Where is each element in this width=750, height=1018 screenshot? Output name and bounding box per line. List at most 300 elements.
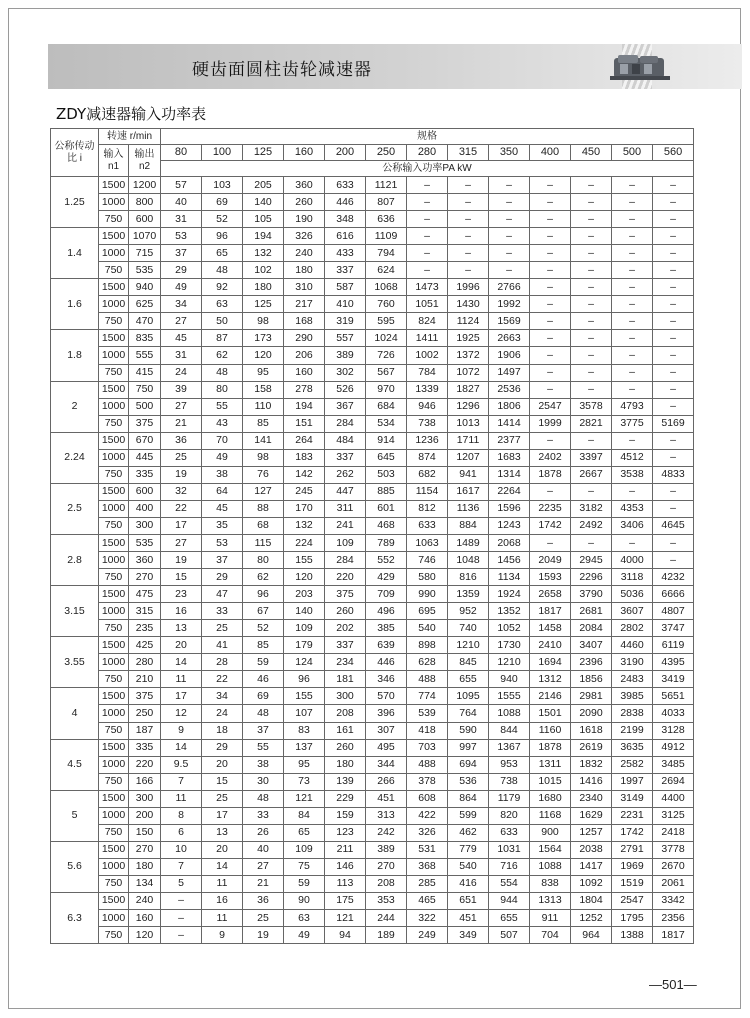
ratio-cell (51, 381, 99, 398)
power-cell: 87 (202, 330, 243, 347)
power-cell: 1680 (530, 790, 571, 807)
power-cell: 1417 (571, 858, 612, 875)
power-cell: 37 (202, 552, 243, 569)
power-cell: 2296 (571, 569, 612, 586)
power-cell: 389 (366, 841, 407, 858)
power-cell: 155 (284, 552, 325, 569)
table-row (51, 858, 694, 875)
power-cell: 1795 (612, 910, 653, 927)
power-cell: 2670 (653, 858, 694, 875)
input-speed-cell: 750 (99, 415, 129, 432)
table-row (51, 927, 694, 944)
power-cell: 3790 (571, 586, 612, 603)
ratio-cell: 3.55 (51, 654, 99, 671)
power-cell: 59 (243, 654, 284, 671)
power-cell: 245 (284, 483, 325, 500)
power-cell: 25 (243, 910, 284, 927)
input-speed-cell: 1500 (99, 432, 129, 449)
power-cell: – (571, 177, 612, 194)
power-cell: 587 (325, 279, 366, 296)
power-cell: 18 (202, 722, 243, 739)
power-cell: – (530, 262, 571, 279)
power-cell: 20 (202, 841, 243, 858)
power-cell: 48 (243, 790, 284, 807)
power-cell: 124 (284, 654, 325, 671)
power-cell: – (653, 483, 694, 500)
power-cell: – (653, 211, 694, 228)
power-cell: 628 (407, 654, 448, 671)
power-cell: 990 (407, 586, 448, 603)
table-row (51, 637, 694, 654)
power-cell: 3985 (612, 688, 653, 705)
output-speed-cell: 425 (129, 637, 161, 654)
power-cell: 6666 (653, 586, 694, 603)
input-speed-cell: 750 (99, 927, 129, 944)
power-cell: 633 (325, 177, 366, 194)
power-cell: 4460 (612, 637, 653, 654)
power-cell: 590 (448, 722, 489, 739)
power-cell: – (530, 177, 571, 194)
power-cell: – (489, 177, 530, 194)
power-cell: 36 (161, 432, 202, 449)
power-cell: 103 (202, 177, 243, 194)
power-cell: 946 (407, 398, 448, 415)
output-speed-cell: 835 (129, 330, 161, 347)
power-cell: 1179 (489, 790, 530, 807)
power-cell: 539 (407, 705, 448, 722)
power-cell: 170 (284, 500, 325, 517)
input-speed-cell: 1500 (99, 483, 129, 500)
power-cell: 709 (366, 586, 407, 603)
power-cell: 9.5 (161, 756, 202, 773)
power-cell: 1730 (489, 637, 530, 654)
power-cell: 33 (202, 603, 243, 620)
power-cell: 175 (325, 892, 366, 909)
power-cell: – (612, 483, 653, 500)
table-row (51, 773, 694, 790)
input-speed-cell: 1000 (99, 858, 129, 875)
power-cell: – (571, 364, 612, 381)
table-row (51, 552, 694, 569)
ratio-cell (51, 671, 99, 688)
power-cell: 2049 (530, 552, 571, 569)
power-cell: 5651 (653, 688, 694, 705)
power-cell: 3125 (653, 807, 694, 824)
power-cell: 1388 (612, 927, 653, 944)
table-row (51, 875, 694, 892)
output-speed-cell: 166 (129, 773, 161, 790)
power-cell: 57 (161, 177, 202, 194)
input-speed-cell: 1500 (99, 586, 129, 603)
power-cell: 2547 (612, 892, 653, 909)
table-row (51, 466, 694, 483)
power-cell: 468 (366, 517, 407, 534)
power-cell: 49 (284, 927, 325, 944)
power-cell: 141 (243, 432, 284, 449)
power-cell: 2582 (612, 756, 653, 773)
output-speed-cell: 200 (129, 807, 161, 824)
power-cell: 1236 (407, 432, 448, 449)
power-cell: 1063 (407, 534, 448, 551)
power-cell: 39 (161, 381, 202, 398)
power-cell: 367 (325, 398, 366, 415)
power-cell: 121 (284, 790, 325, 807)
table-row (51, 688, 694, 705)
power-cell: 536 (448, 773, 489, 790)
power-cell: 211 (325, 841, 366, 858)
power-cell: 633 (489, 824, 530, 841)
power-cell: – (448, 177, 489, 194)
power-cell: 22 (161, 500, 202, 517)
power-cell: 20 (161, 637, 202, 654)
power-cell: 1827 (448, 381, 489, 398)
ratio-cell (51, 569, 99, 586)
power-cell: – (653, 364, 694, 381)
power-cell: – (407, 262, 448, 279)
power-cell: – (571, 381, 612, 398)
power-cell: 179 (284, 637, 325, 654)
power-cell: 1252 (571, 910, 612, 927)
input-speed-cell: 1500 (99, 177, 129, 194)
output-speed-cell: 375 (129, 688, 161, 705)
power-cell: 155 (284, 688, 325, 705)
power-cell: 20 (202, 756, 243, 773)
power-cell: 189 (366, 927, 407, 944)
power-cell: 120 (243, 347, 284, 364)
power-cell: 410 (325, 296, 366, 313)
power-cell: 3182 (571, 500, 612, 517)
power-cell: 14 (161, 654, 202, 671)
power-cell: 244 (366, 910, 407, 927)
input-speed-cell: 1500 (99, 330, 129, 347)
power-cell: 580 (407, 569, 448, 586)
power-cell: 726 (366, 347, 407, 364)
input-power-table (50, 128, 694, 944)
power-cell: 2663 (489, 330, 530, 347)
power-cell: 27 (161, 534, 202, 551)
power-cell: – (571, 211, 612, 228)
power-cell: 140 (284, 603, 325, 620)
ratio-cell (51, 892, 99, 909)
size-header: 160 (284, 145, 325, 161)
power-cell: 98 (243, 449, 284, 466)
power-cell: 1806 (489, 398, 530, 415)
power-cell: 120 (284, 569, 325, 586)
power-cell: 1243 (489, 517, 530, 534)
power-cell: 884 (448, 517, 489, 534)
power-cell: – (407, 228, 448, 245)
power-cell: 911 (530, 910, 571, 927)
power-cell: 24 (202, 705, 243, 722)
power-cell: 601 (366, 500, 407, 517)
input-speed-cell: 1500 (99, 279, 129, 296)
power-cell: 139 (325, 773, 366, 790)
power-cell: 17 (161, 688, 202, 705)
power-cell: 764 (448, 705, 489, 722)
ratio-cell (51, 875, 99, 892)
ratio-cell: 4.5 (51, 756, 99, 773)
power-cell: 4033 (653, 705, 694, 722)
table-row (51, 824, 694, 841)
input-speed-cell: 750 (99, 569, 129, 586)
power-cell: 1856 (571, 671, 612, 688)
power-cell: 2402 (530, 449, 571, 466)
input-speed-cell: 1000 (99, 245, 129, 262)
power-cell: 389 (325, 347, 366, 364)
power-cell: 62 (243, 569, 284, 586)
table-row (51, 262, 694, 279)
table-row (51, 177, 694, 194)
ratio-cell (51, 534, 99, 551)
power-cell: 65 (202, 245, 243, 262)
output-speed-cell: 500 (129, 398, 161, 415)
power-cell: 1711 (448, 432, 489, 449)
power-cell: 69 (243, 688, 284, 705)
power-cell: – (530, 534, 571, 551)
table-row (51, 483, 694, 500)
ratio-cell: 5 (51, 807, 99, 824)
power-cell: 17 (161, 517, 202, 534)
power-cell: 2619 (571, 739, 612, 756)
table-row (51, 398, 694, 415)
power-cell: 242 (366, 824, 407, 841)
power-cell: 270 (366, 858, 407, 875)
power-cell: 3190 (612, 654, 653, 671)
power-cell: 3397 (571, 449, 612, 466)
power-cell: 38 (243, 756, 284, 773)
power-cell: 1168 (530, 807, 571, 824)
input-speed-cell: 750 (99, 517, 129, 534)
power-cell: 3342 (653, 892, 694, 909)
ratio-cell (51, 637, 99, 654)
input-speed-cell: 1500 (99, 841, 129, 858)
power-cell: 682 (407, 466, 448, 483)
input-speed-cell: 750 (99, 364, 129, 381)
output-speed-cell: 300 (129, 790, 161, 807)
power-cell: 874 (407, 449, 448, 466)
power-cell: 4793 (612, 398, 653, 415)
size-header: 80 (161, 145, 202, 161)
power-cell: 278 (284, 381, 325, 398)
power-cell: – (571, 194, 612, 211)
power-cell: 180 (284, 262, 325, 279)
power-cell: 2084 (571, 620, 612, 637)
power-cell: – (653, 228, 694, 245)
output-speed-cell: 600 (129, 211, 161, 228)
power-cell: 80 (202, 381, 243, 398)
power-cell: 346 (366, 671, 407, 688)
power-cell: 80 (243, 552, 284, 569)
power-cell: 202 (325, 620, 366, 637)
power-cell: 1339 (407, 381, 448, 398)
input-speed-cell: 1000 (99, 552, 129, 569)
power-cell: 360 (284, 177, 325, 194)
input-speed-cell: 1000 (99, 603, 129, 620)
power-cell: 1072 (448, 364, 489, 381)
output-speed-cell: 280 (129, 654, 161, 671)
power-cell: 941 (448, 466, 489, 483)
power-cell: 997 (448, 739, 489, 756)
power-cell: – (653, 347, 694, 364)
output-speed-cell: 555 (129, 347, 161, 364)
power-cell: 651 (448, 892, 489, 909)
power-cell: 4353 (612, 500, 653, 517)
output-speed-cell: 210 (129, 671, 161, 688)
size-header: 280 (407, 145, 448, 161)
power-cell: 64 (202, 483, 243, 500)
ratio-cell: 3.15 (51, 603, 99, 620)
power-cell: 132 (284, 517, 325, 534)
output-speed-cell: 150 (129, 824, 161, 841)
power-cell: 540 (448, 858, 489, 875)
size-header: 450 (571, 145, 612, 161)
table-row (51, 534, 694, 551)
power-cell: 326 (284, 228, 325, 245)
size-header: 200 (325, 145, 366, 161)
size-header: 500 (612, 145, 653, 161)
ratio-cell (51, 841, 99, 858)
power-cell: 2410 (530, 637, 571, 654)
power-cell: – (448, 262, 489, 279)
power-cell: 123 (325, 824, 366, 841)
table-row (51, 620, 694, 637)
power-cell: 898 (407, 637, 448, 654)
power-cell: – (653, 177, 694, 194)
table-row (51, 432, 694, 449)
power-cell: 31 (161, 211, 202, 228)
power-cell: 224 (284, 534, 325, 551)
output-speed-cell: 445 (129, 449, 161, 466)
power-cell: 2396 (571, 654, 612, 671)
input-speed-cell: 1000 (99, 347, 129, 364)
power-cell: 616 (325, 228, 366, 245)
table-row (51, 279, 694, 296)
page-title: 硬齿面圆柱齿轮减速器 (192, 60, 372, 80)
power-cell: 416 (448, 875, 489, 892)
ratio-cell (51, 211, 99, 228)
power-cell: 27 (243, 858, 284, 875)
power-cell: 624 (366, 262, 407, 279)
power-cell: 503 (366, 466, 407, 483)
power-cell: 15 (161, 569, 202, 586)
power-cell: 703 (407, 739, 448, 756)
power-cell: 10 (161, 841, 202, 858)
power-cell: 29 (202, 569, 243, 586)
power-cell: 599 (448, 807, 489, 824)
power-cell: – (161, 927, 202, 944)
ratio-cell: 2 (51, 398, 99, 415)
power-cell: – (161, 910, 202, 927)
power-cell: 1352 (489, 603, 530, 620)
power-cell: 37 (243, 722, 284, 739)
power-cell: 816 (448, 569, 489, 586)
power-cell: 396 (366, 705, 407, 722)
power-cell: – (489, 194, 530, 211)
power-cell: 774 (407, 688, 448, 705)
power-cell: 784 (407, 364, 448, 381)
power-cell: 16 (202, 892, 243, 909)
ratio-cell: 4 (51, 705, 99, 722)
power-cell: 1257 (571, 824, 612, 841)
power-cell: 4912 (653, 739, 694, 756)
power-cell: 3607 (612, 603, 653, 620)
output-speed-cell: 600 (129, 483, 161, 500)
power-cell: 3778 (653, 841, 694, 858)
power-cell: 69 (202, 194, 243, 211)
spec-header: 规格 (161, 129, 694, 145)
power-cell: 716 (489, 858, 530, 875)
power-cell: – (571, 330, 612, 347)
ratio-cell: 2.8 (51, 552, 99, 569)
power-cell: 14 (161, 739, 202, 756)
power-cell: 322 (407, 910, 448, 927)
power-cell: 1068 (366, 279, 407, 296)
power-cell: 125 (243, 296, 284, 313)
power-cell: – (489, 262, 530, 279)
power-cell: 3538 (612, 466, 653, 483)
table-row (51, 654, 694, 671)
power-cell: 34 (161, 296, 202, 313)
power-cell: – (489, 211, 530, 228)
power-cell: 2356 (653, 910, 694, 927)
output-speed-cell: 360 (129, 552, 161, 569)
power-cell: – (407, 211, 448, 228)
power-cell: 310 (284, 279, 325, 296)
power-cell: 29 (161, 262, 202, 279)
power-cell: – (448, 211, 489, 228)
power-cell: 31 (161, 347, 202, 364)
power-cell: – (571, 296, 612, 313)
ratio-cell (51, 722, 99, 739)
table-row (51, 228, 694, 245)
power-cell: 85 (243, 415, 284, 432)
power-cell: 6 (161, 824, 202, 841)
power-cell: – (653, 381, 694, 398)
power-cell: – (653, 194, 694, 211)
power-cell: – (530, 296, 571, 313)
power-cell: 121 (325, 910, 366, 927)
power-cell: 495 (366, 739, 407, 756)
power-cell: 285 (407, 875, 448, 892)
power-cell: 1596 (489, 500, 530, 517)
ratio-cell (51, 228, 99, 245)
power-cell: 838 (530, 875, 571, 892)
power-cell: 451 (366, 790, 407, 807)
input-speed-cell: 750 (99, 262, 129, 279)
power-cell: 65 (284, 824, 325, 841)
power-cell: 2667 (571, 466, 612, 483)
power-cell: 3406 (612, 517, 653, 534)
power-cell: – (530, 364, 571, 381)
output-speed-cell: 300 (129, 517, 161, 534)
power-cell: 5169 (653, 415, 694, 432)
power-cell: 40 (161, 194, 202, 211)
power-cell: 462 (448, 824, 489, 841)
power-cell: 812 (407, 500, 448, 517)
power-cell: 6119 (653, 637, 694, 654)
power-cell: 2068 (489, 534, 530, 551)
power-cell: 1052 (489, 620, 530, 637)
ratio-cell (51, 177, 99, 194)
power-cell: 1519 (612, 875, 653, 892)
power-cell: 2838 (612, 705, 653, 722)
power-cell: 1999 (530, 415, 571, 432)
power-cell: 109 (284, 620, 325, 637)
power-cell: 368 (407, 858, 448, 875)
power-cell: 88 (243, 500, 284, 517)
power-cell: 1742 (530, 517, 571, 534)
input-speed-cell: 750 (99, 722, 129, 739)
